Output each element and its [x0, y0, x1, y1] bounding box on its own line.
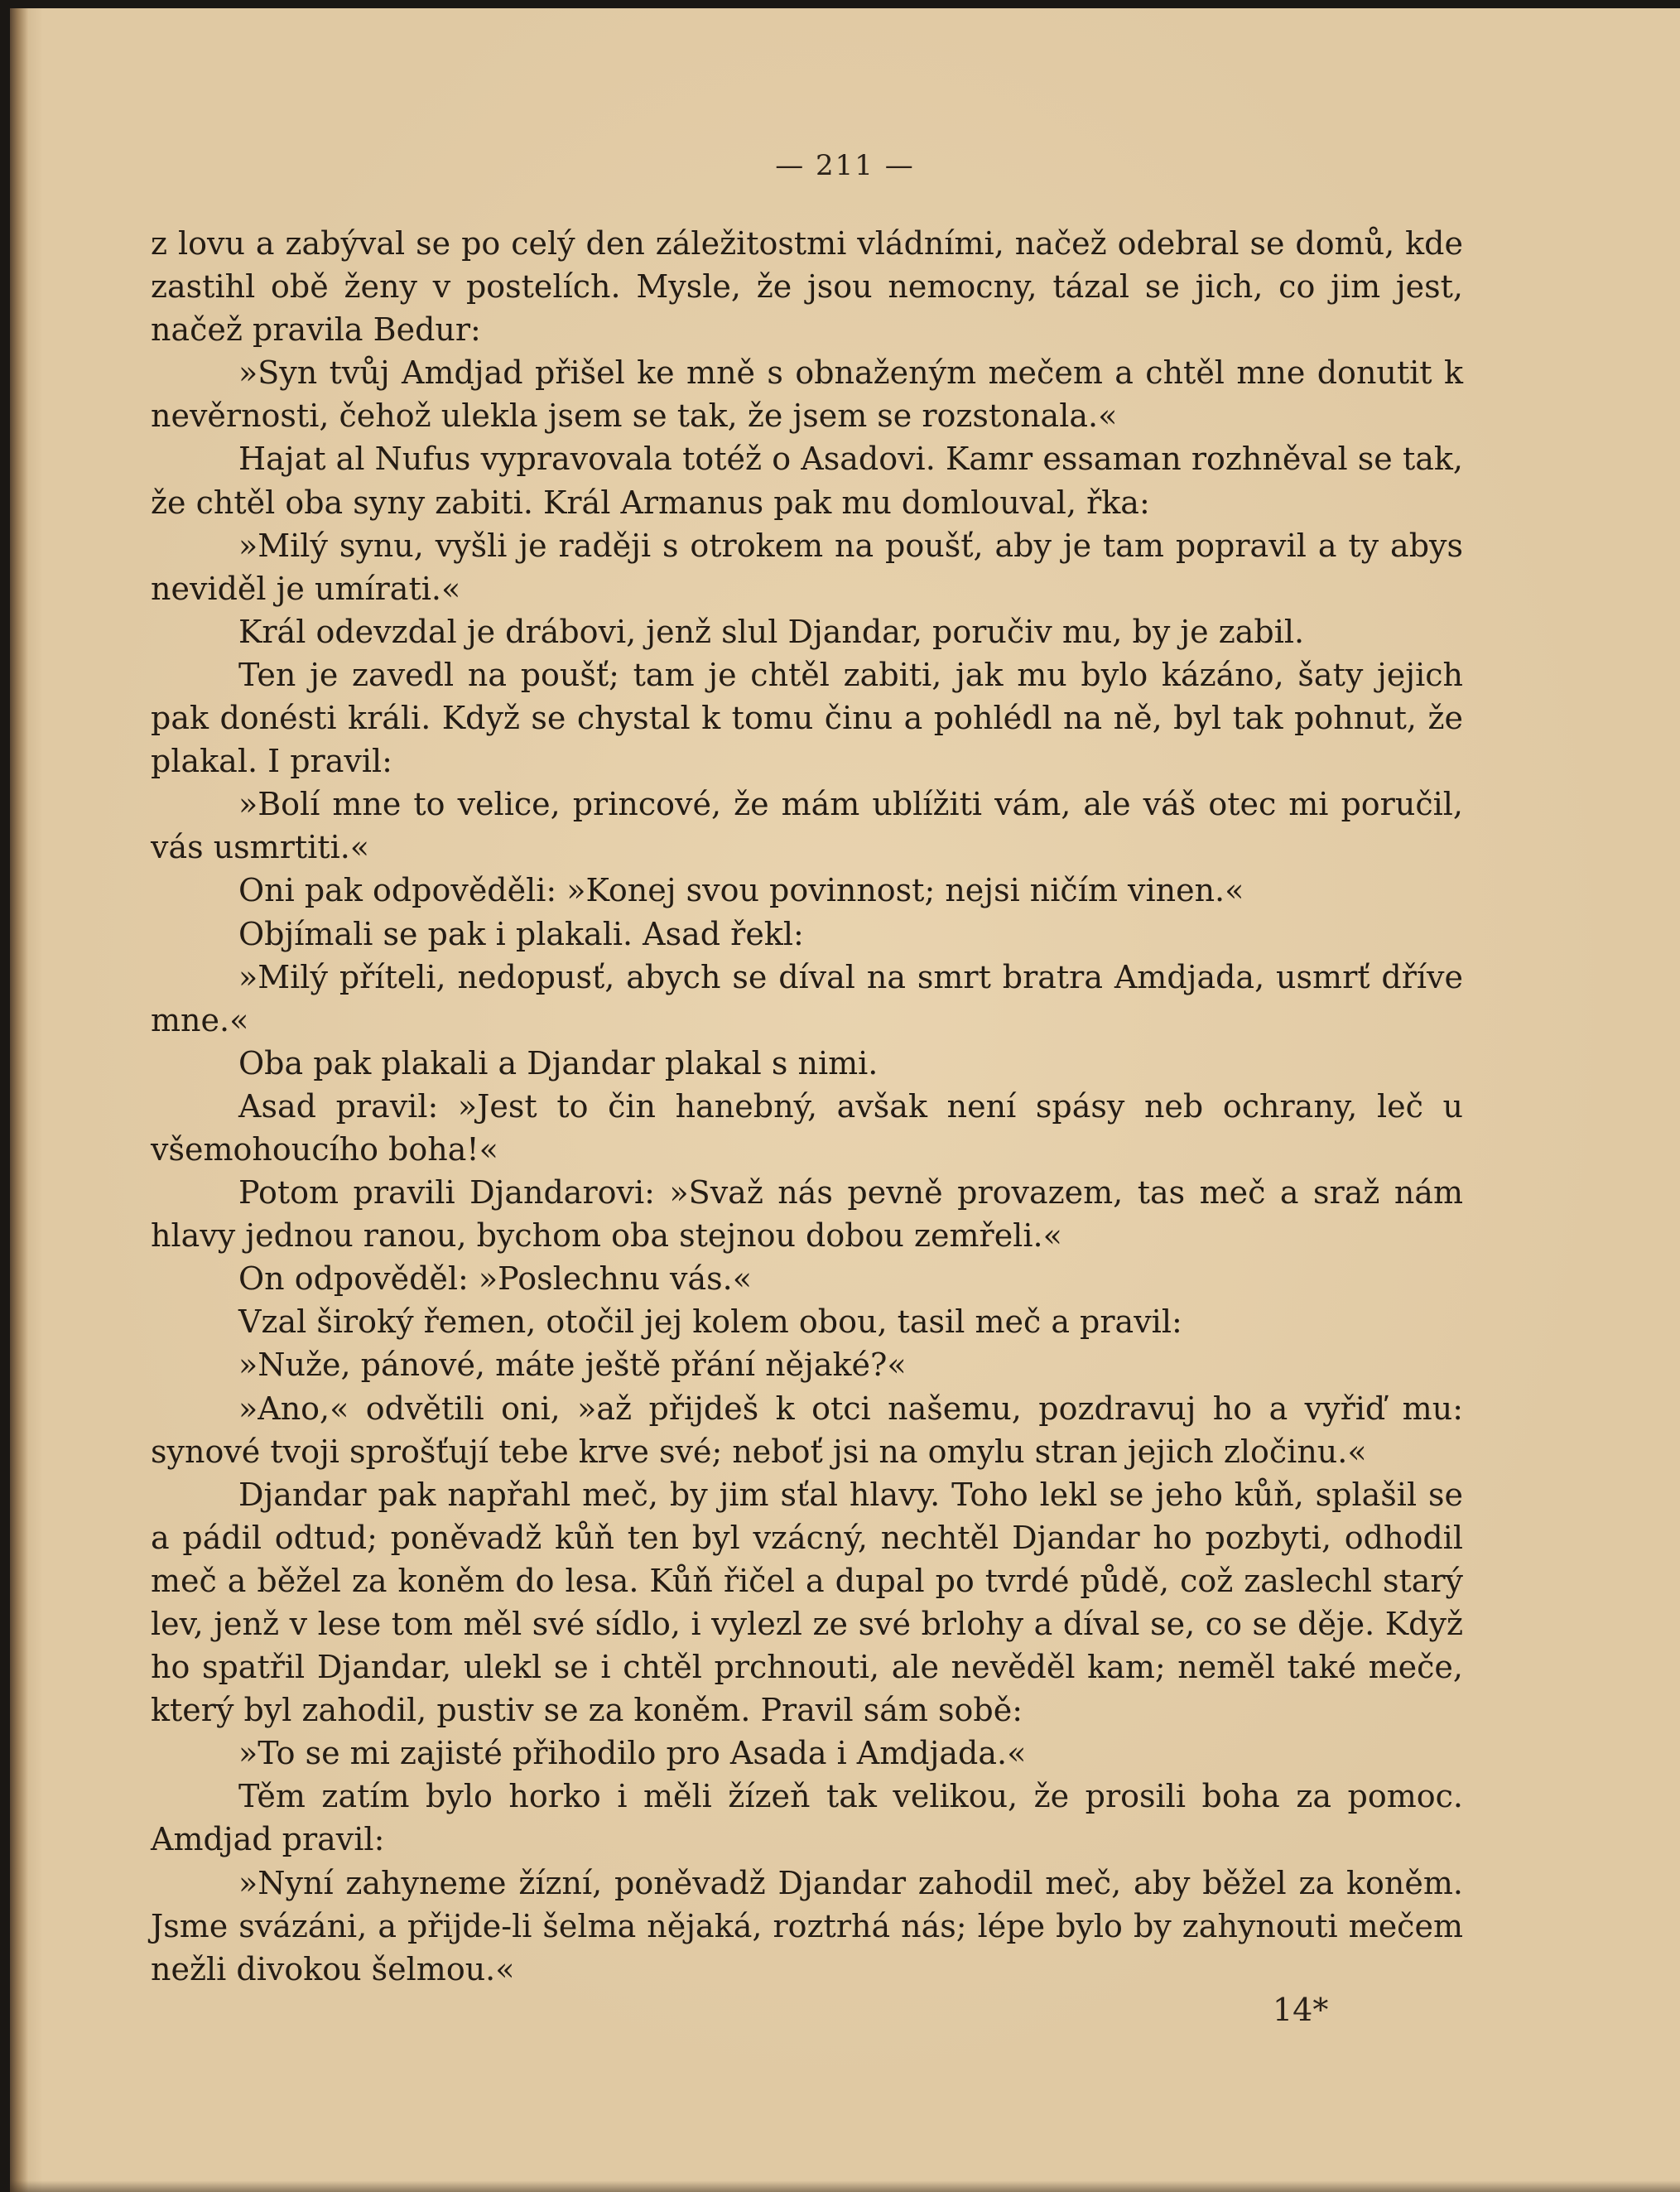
paragraph: Hajat al Nufus vypravovala totéž o Asadovi. Kamr essaman rozhněval se tak, že chtěl oba syny zabiti. Král Armanus pak mu domlouval, řka:: [151, 441, 1463, 521]
paragraph: »Bolí mne to velice, princové, že mám ublížiti vám, ale váš otec mi poručil, vás usmrtiti.«: [151, 786, 1463, 866]
binding-edge: [10, 8, 28, 2192]
paragraph: »Nuže, pánové, máte ještě přání nějaké?«: [238, 1347, 907, 1384]
paragraph: Asad pravil: »Jest to čin hanebný, avšak není spásy neb ochrany, leč u všemohoucího boha!«: [151, 1087, 1463, 1168]
paragraph: Potom pravili Djandarovi: »Svaž nás pevně provazem, tas meč a sraž nám hlavy jednou ranou, bychom oba stejnou dobou zemřeli.«: [151, 1174, 1463, 1255]
paragraph: »Ano,« odvětili oni, »až přijdeš k otci našemu, pozdravuj ho a vyřiď mu: synové tvoji sprošťují tebe krve své; neboť jsi na omylu stran jejich zločinu.«: [151, 1390, 1463, 1470]
paragraph: Oba pak plakali a Djandar plakal s nimi.: [238, 1044, 879, 1082]
paragraph: Djandar pak napřahl meč, by jim sťal hlavy. Toho lekl se jeho kůň, splašil se a pádil odtud; poněvadž kůň ten byl vzácný, nechtěl Djandar ho pozbyti, odhodil meč a běžel za koněm do lesa. Kůň řičel a dupal po tvrdé půdě, což zaslechl starý lev, jenž v lese tom měl své sídlo, i vylezl ze své brlohy a díval se, co se děje. Když ho spatřil Djandar, ulekl se i chtěl prchnouti, ale nevěděl kam; neměl také meče, který byl zahodil, pustiv se za koněm. Pravil sám sobě:: [151, 1476, 1463, 1729]
paragraph: Vzal široký řemen, otočil jej kolem obou, tasil meč a pravil:: [238, 1303, 1182, 1341]
paragraph: »Milý příteli, nedopusť, abych se díval na smrt bratra Amdjada, usmrť dříve mne.«: [151, 958, 1463, 1038]
paragraph: z lovu a zabýval se po celý den záležitostmi vládními, načež odebral se domů, kde zastihl obě ženy v postelích. Mysle, že jsou nemocny, tázal se jich, co jim jest, načež pravila Bedur:: [151, 225, 1463, 349]
paragraph: »Syn tvůj Amdjad přišel ke mně s obnaženým mečem a chtěl mne donutit k nevěrnosti, čehož ulekla jsem se tak, že jsem se rozstonala.«: [151, 354, 1463, 435]
paragraph: Oni pak odpověděli: »Konej svou povinnost; nejsi ničím vinen.«: [238, 872, 1244, 909]
paragraph: Ten je zavedl na poušť; tam je chtěl zabiti, jak mu bylo kázáno, šaty jejich pak donésti králi. Když se chystal k tomu činu a pohlédl na ně, byl tak pohnut, že plakal. I pravil:: [151, 656, 1463, 780]
book-page: [10, 8, 1680, 2192]
paragraph: Těm zatím bylo horko i měli žízeň tak velikou, že prosili boha za pomoc. Amdjad pravil:: [151, 1778, 1463, 1858]
signature-mark: 14*: [1273, 1992, 1329, 2028]
body-text: [151, 222, 1463, 1991]
paragraph: »Nyní zahyneme žízní, poněvadž Djandar zahodil meč, aby běžel za koněm. Jsme svázáni, a přijde-li šelma nějaká, roztrhá nás; lépe bylo by zahynouti mečem nežli divokou šelmou.«: [151, 1864, 1463, 1987]
paragraph: »To se mi zajisté přihodilo pro Asada i Amdjada.«: [238, 1735, 1027, 1772]
paragraph: »Milý synu, vyšli je raději s otrokem na poušť, aby je tam popravil a ty abys neviděl je umírati.«: [151, 527, 1463, 607]
paragraph: Objímali se pak i plakali. Asad řekl:: [238, 915, 804, 952]
page-bottom-edge: [10, 2180, 1680, 2192]
paragraph: Král odevzdal je drábovi, jenž slul Djandar, poručiv mu, by je zabil.: [238, 613, 1305, 650]
paragraph: On odpověděl: »Poslechnu vás.«: [238, 1260, 752, 1298]
page-number: — 211 —: [775, 149, 915, 182]
